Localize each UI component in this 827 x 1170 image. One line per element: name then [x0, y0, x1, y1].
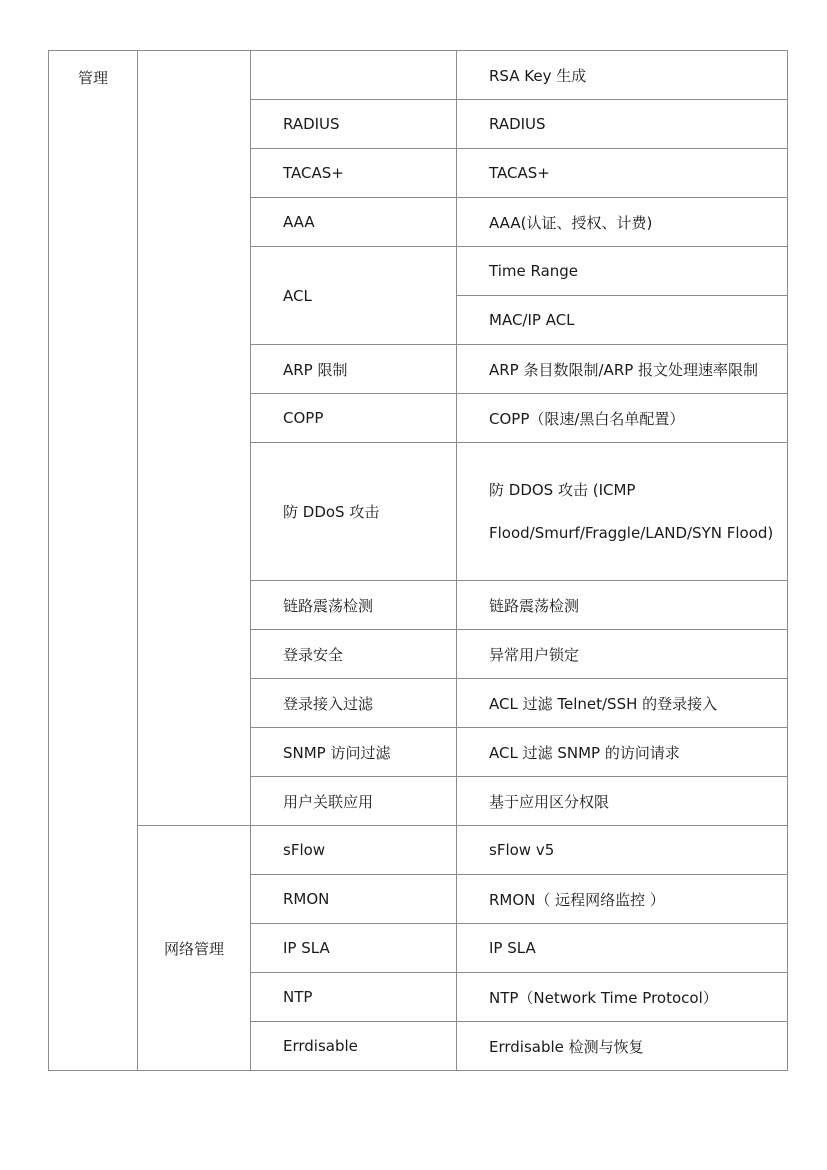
description-cell: RSA Key 生成 [457, 51, 788, 100]
feature-cell: SNMP 访问过滤 [251, 728, 457, 777]
feature-cell [251, 51, 457, 100]
feature-cell: 登录安全 [251, 630, 457, 679]
description-cell: NTP（Network Time Protocol） [457, 973, 788, 1022]
feature-cell: ARP 限制 [251, 345, 457, 394]
description-cell: 链路震荡检测 [457, 581, 788, 630]
feature-cell: NTP [251, 973, 457, 1022]
description-cell: ARP 条目数限制/ARP 报文处理速率限制 [457, 345, 788, 394]
description-cell: RMON（ 远程网络监控 ） [457, 875, 788, 924]
feature-cell: AAA [251, 198, 457, 247]
major-category-cell: 管理 [49, 51, 138, 1071]
feature-cell: ACL [251, 247, 457, 345]
description-cell: Time Range [457, 247, 788, 296]
description-cell: 基于应用区分权限 [457, 777, 788, 826]
description-cell: sFlow v5 [457, 826, 788, 875]
feature-cell: COPP [251, 394, 457, 443]
table-row [49, 51, 788, 100]
feature-cell: 登录接入过滤 [251, 679, 457, 728]
feature-cell: RMON [251, 875, 457, 924]
feature-cell: 链路震荡检测 [251, 581, 457, 630]
description-cell: RADIUS [457, 100, 788, 149]
feature-spec-table [48, 50, 788, 1071]
feature-cell: Errdisable [251, 1022, 457, 1071]
feature-cell: sFlow [251, 826, 457, 875]
description-cell: ACL 过滤 Telnet/SSH 的登录接入 [457, 679, 788, 728]
network-management-group-cell: 网络管理 [138, 826, 251, 1071]
description-cell: AAA(认证、授权、计费) [457, 198, 788, 247]
description-cell: COPP（限速/黑白名单配置） [457, 394, 788, 443]
feature-cell: TACAS+ [251, 149, 457, 198]
security-group-cell [138, 51, 251, 826]
feature-cell: 防 DDoS 攻击 [251, 443, 457, 581]
feature-cell: RADIUS [251, 100, 457, 149]
description-cell: MAC/IP ACL [457, 296, 788, 345]
description-cell: TACAS+ [457, 149, 788, 198]
description-cell: IP SLA [457, 924, 788, 973]
description-cell: Errdisable 检测与恢复 [457, 1022, 788, 1071]
description-cell: 防 DDOS 攻击 (ICMP Flood/Smurf/Fraggle/LAND/SYN Flood) [457, 443, 788, 581]
feature-cell: IP SLA [251, 924, 457, 973]
feature-cell: 用户关联应用 [251, 777, 457, 826]
description-cell: ACL 过滤 SNMP 的访问请求 [457, 728, 788, 777]
description-cell: 异常用户锁定 [457, 630, 788, 679]
table-row [49, 826, 788, 875]
